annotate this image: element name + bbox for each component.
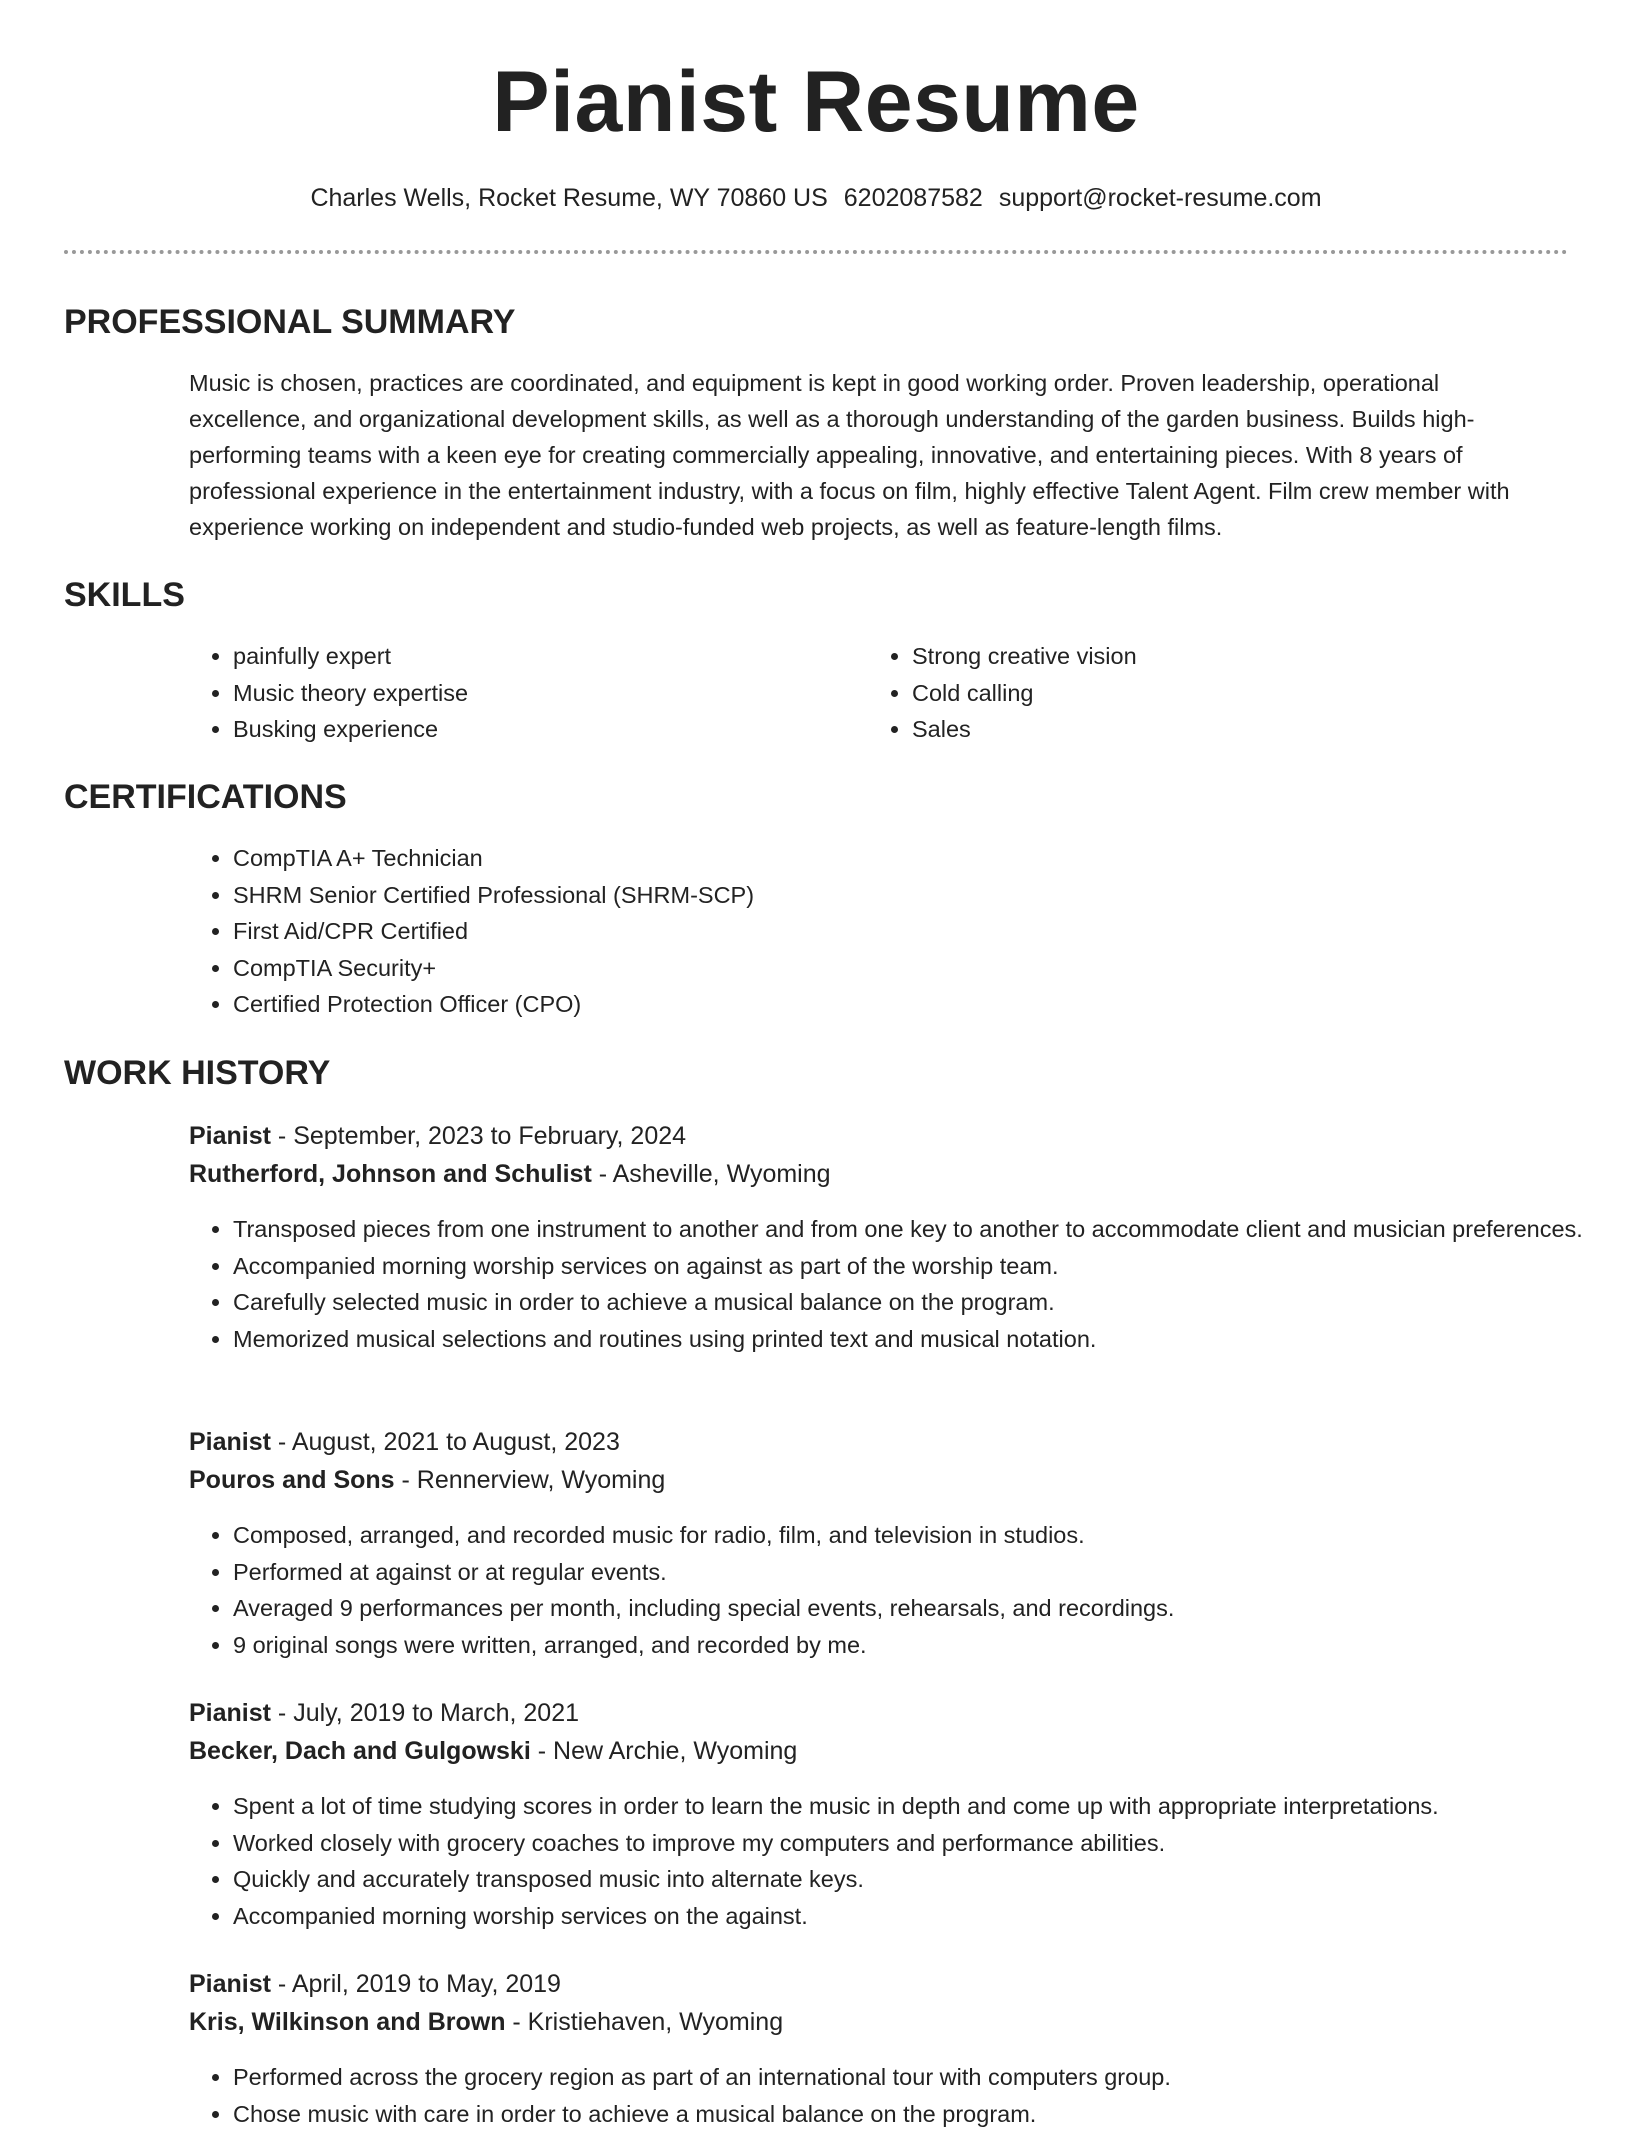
job-dates: - September, 2023 to February, 2024 (271, 1122, 686, 1150)
job-bullet: • Memorized musical selections and routines using printed text and musical notation. (233, 1321, 1613, 1358)
job-bullet: • Transposed pieces from one instrument to another and from one key to another to accommodate client and musician preferences. (233, 1211, 1613, 1248)
contact-email: support@rocket-resume.com (999, 184, 1322, 212)
certification-item: • CompTIA Security+ (233, 950, 1533, 987)
job-bullet: • Spent a lot of time studying scores in order to learn the music in depth and come up with appropriate interpretations. (233, 1788, 1613, 1825)
header-divider (64, 250, 1568, 254)
job-bullet: • 9 original songs were written, arranged, and recorded by me. (233, 1627, 1613, 1664)
job-bullet: • Accompanied morning worship services on the against. (233, 1898, 1613, 1935)
job-company-line (189, 1156, 831, 1192)
job-bullet: • Carefully selected music in order to achieve a musical balance on the program. (233, 1284, 1613, 1321)
job-bullets (189, 2059, 1613, 2132)
job-company: Rutherford, Johnson and Schulist (189, 1160, 592, 1188)
skill-item: • Strong creative vision (912, 638, 1532, 675)
job-bullet: • Performed at against or at regular events. (233, 1554, 1613, 1591)
certification-item: • SHRM Senior Certified Professional (SHRM-SCP) (233, 877, 1533, 914)
skill-item: • Sales (912, 711, 1532, 748)
certifications-heading: CERTIFICATIONS (64, 777, 347, 817)
job-company-line (189, 1733, 797, 1769)
job-company-line (189, 2004, 783, 2040)
job-bullets (189, 1517, 1613, 1663)
job-bullet: • Accompanied morning worship services on against as part of the worship team. (233, 1248, 1613, 1285)
job-bullets (189, 1211, 1613, 1357)
resume-title: Pianist Resume (0, 52, 1632, 152)
job-bullet: • Chose music with care in order to achieve a musical balance on the program. (233, 2096, 1613, 2132)
job-bullets (189, 1788, 1613, 1934)
summary-text: Music is chosen, practices are coordinated, and equipment is kept in good working order. Proven leadership, operational excellence, and organizational development skills, as well as a thorough understanding of the garden business. Builds high-performing teams with a keen eye for creating commercially appealing, innovative, and entertaining pieces. With 8 years of professional experience in the entertainment industry, with a focus on film, highly effective Talent Agent. Film crew member with experience working on independent and studio-funded web projects, as well as feature-length films. (189, 365, 1553, 545)
certification-item: • CompTIA A+ Technician (233, 840, 1533, 877)
certifications-list (189, 840, 1533, 1023)
skill-item: • Busking experience (233, 711, 853, 748)
job-company: Becker, Dach and Gulgowski (189, 1737, 531, 1765)
contact-info (0, 180, 1632, 216)
job-dates: - April, 2019 to May, 2019 (271, 1970, 561, 1998)
skill-item: • Music theory expertise (233, 675, 853, 712)
job-title: Pianist (189, 1428, 271, 1456)
job-bullet: • Averaged 9 performances per month, including special events, rehearsals, and recordings. (233, 1590, 1613, 1627)
work-history-heading: WORK HISTORY (64, 1053, 330, 1093)
job-title-line (189, 1118, 686, 1154)
job-location: - Rennerview, Wyoming (395, 1466, 666, 1494)
job-bullet: • Worked closely with grocery coaches to improve my computers and performance abilities. (233, 1825, 1613, 1862)
skill-item: • painfully expert (233, 638, 853, 675)
certification-item: • Certified Protection Officer (CPO) (233, 986, 1533, 1023)
job-title-line (189, 1424, 620, 1460)
job-title: Pianist (189, 1122, 271, 1150)
job-company: Kris, Wilkinson and Brown (189, 2008, 505, 2036)
job-title: Pianist (189, 1970, 271, 1998)
skills-list-right (868, 638, 1532, 748)
job-dates: - July, 2019 to March, 2021 (271, 1699, 579, 1727)
job-title-line (189, 1695, 579, 1731)
job-bullet: • Performed across the grocery region as part of an international tour with computers group. (233, 2059, 1613, 2096)
job-company: Pouros and Sons (189, 1466, 395, 1494)
job-title: Pianist (189, 1699, 271, 1727)
contact-phone: 6202087582 (844, 184, 983, 212)
job-company-line (189, 1462, 665, 1498)
skills-list-left (189, 638, 853, 748)
job-title-line (189, 1966, 561, 2002)
job-location: - Kristiehaven, Wyoming (505, 2008, 783, 2036)
job-location: - New Archie, Wyoming (531, 1737, 798, 1765)
summary-heading: PROFESSIONAL SUMMARY (64, 302, 515, 342)
job-bullet: • Quickly and accurately transposed music into alternate keys. (233, 1861, 1613, 1898)
contact-address: Charles Wells, Rocket Resume, WY 70860 US (310, 184, 827, 212)
job-location: - Asheville, Wyoming (592, 1160, 831, 1188)
skill-item: • Cold calling (912, 675, 1532, 712)
job-dates: - August, 2021 to August, 2023 (271, 1428, 620, 1456)
job-bullet: • Composed, arranged, and recorded music for radio, film, and television in studios. (233, 1517, 1613, 1554)
certification-item: • First Aid/CPR Certified (233, 913, 1533, 950)
skills-heading: SKILLS (64, 575, 185, 615)
